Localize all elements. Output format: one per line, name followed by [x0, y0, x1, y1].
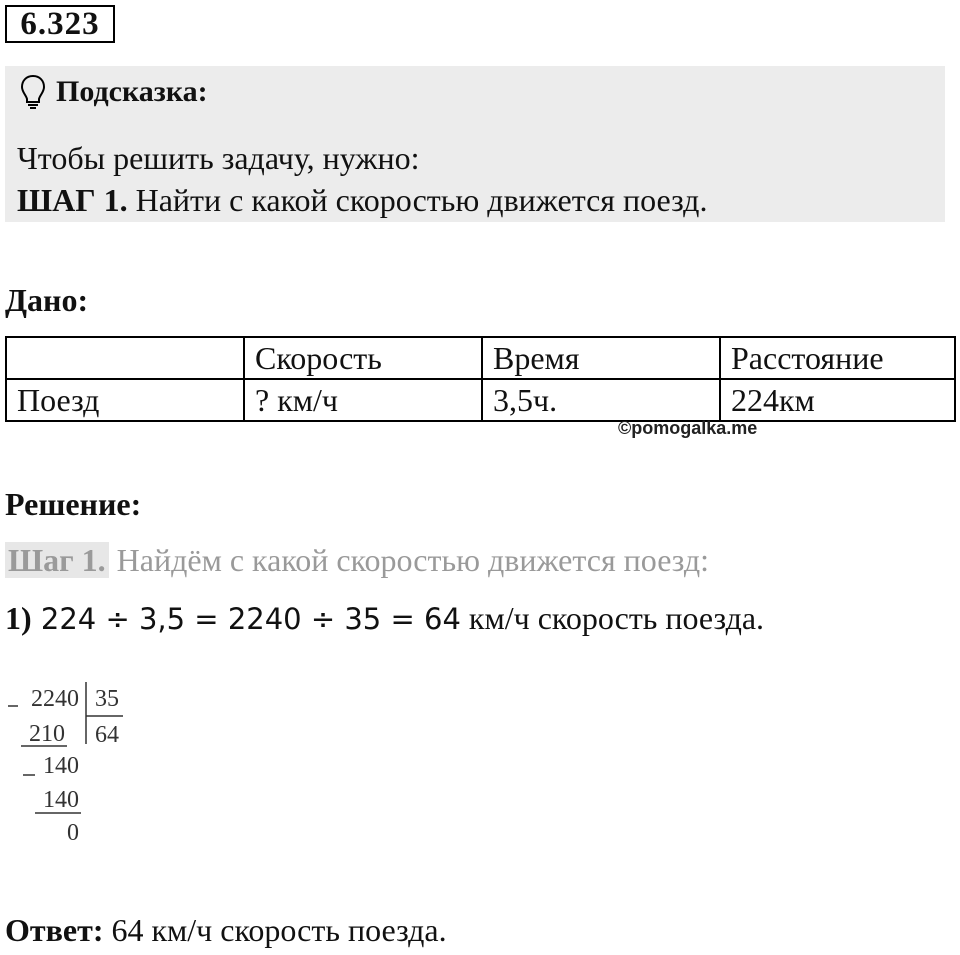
hint-step	[17, 182, 707, 219]
divisor: 35	[95, 686, 119, 712]
answer-label: Ответ:	[5, 912, 104, 948]
table-cell: 224км	[720, 379, 955, 421]
solution-step-label: Шаг 1.	[5, 542, 109, 578]
answer-text: 64 км/ч скорость поезда.	[103, 912, 447, 948]
hint-intro: Чтобы решить задачу, нужно:	[17, 140, 420, 176]
task-number: 6.323	[5, 5, 115, 43]
given-title: Дано:	[5, 282, 89, 318]
table-header-cell: Время	[482, 337, 720, 379]
table-cell: ? км/ч	[244, 379, 482, 421]
answer-line	[5, 912, 447, 949]
watermark: ©pomogalka.me	[618, 418, 758, 438]
calculation-line	[5, 600, 764, 637]
lightbulb-icon	[20, 74, 46, 110]
hint-step-text: Найти с какой скоростью движется поезд.	[127, 182, 708, 218]
table-header-cell: Скорость	[244, 337, 482, 379]
calculation-label: 1)	[5, 600, 32, 636]
subtrahend-1: 210	[29, 721, 65, 747]
calculation-text: км/ч скорость поезда.	[460, 600, 765, 636]
table-header-cell: Расстояние	[720, 337, 955, 379]
remainder-1: 140	[43, 753, 79, 779]
hint-title	[20, 74, 208, 110]
long-division	[5, 680, 155, 850]
table-header-row	[6, 337, 955, 379]
quotient: 64	[95, 722, 119, 748]
solution-step	[5, 542, 709, 579]
hint-step-label: ШАГ 1.	[17, 182, 128, 218]
solution-title: Решение:	[5, 486, 142, 522]
given-table	[5, 336, 956, 422]
solution-step-text: Найдём с какой скоростью движется поезд:	[108, 542, 710, 578]
calculation-expression: 224 ÷ 3,5 = 2240 ÷ 35 = 64	[31, 602, 461, 636]
table-cell: 3,5ч.	[482, 379, 720, 421]
remainder-2: 0	[67, 820, 79, 846]
table-row	[6, 379, 955, 421]
subtrahend-2: 140	[43, 787, 79, 813]
hint-title-text: Подсказка:	[56, 75, 208, 108]
dividend: 2240	[31, 686, 79, 712]
table-cell: Поезд	[6, 379, 244, 421]
table-header-cell	[6, 337, 244, 379]
